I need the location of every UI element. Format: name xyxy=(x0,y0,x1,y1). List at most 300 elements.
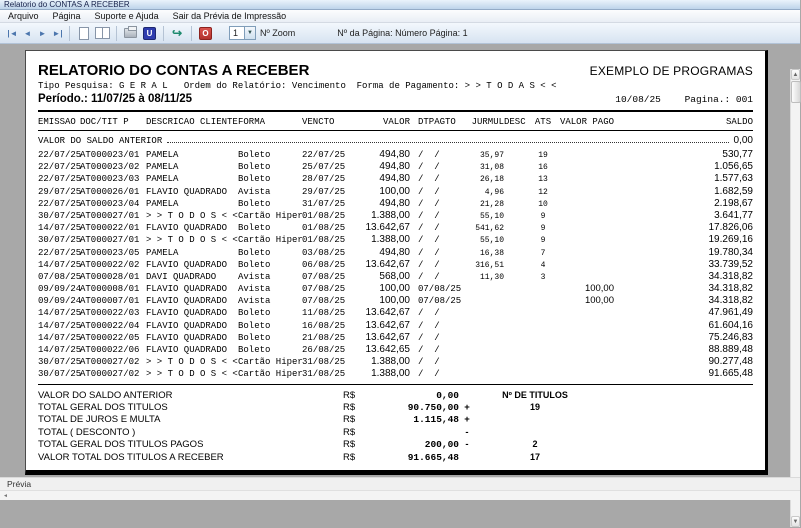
report-header xyxy=(38,62,753,79)
scroll-up-icon[interactable]: ▲ xyxy=(791,69,800,80)
green-arrow-icon: ↩ xyxy=(172,26,183,40)
status-bar xyxy=(0,477,800,490)
cell-valor: 13.642,67 xyxy=(365,258,410,270)
cell-valor: 494,80 xyxy=(379,197,410,209)
cell-vencto: 31/07/25 xyxy=(302,198,346,209)
col-jurmul: JURMUL xyxy=(471,117,504,127)
report-page xyxy=(25,50,768,475)
summary-row xyxy=(38,452,753,464)
table-row xyxy=(38,332,753,344)
cell-emissao: 14/07/25 xyxy=(38,259,82,270)
cell-saldo: 47.961,49 xyxy=(708,307,753,319)
toolbar-separator xyxy=(163,26,164,41)
table-header-rule xyxy=(38,130,753,131)
cell-cliente: > > T O D O S < < xyxy=(146,357,238,368)
cell-jurmul: 55,10 xyxy=(479,211,504,221)
cell-doc: AT000022/02 xyxy=(80,259,140,270)
header-rule xyxy=(38,110,753,112)
table-row xyxy=(38,149,753,161)
cell-forma: Avista xyxy=(238,271,271,282)
cell-saldo: 1.577,63 xyxy=(714,173,753,185)
cell-doc: AT000022/06 xyxy=(80,345,140,355)
cell-forma: Cartão Hiper xyxy=(238,369,303,380)
cell-dtpagto: / / xyxy=(418,174,440,185)
summary-sign: + xyxy=(464,401,470,413)
scroll-left-icon[interactable]: ◄ xyxy=(3,493,8,499)
summary-count: Nº DE TITULOS xyxy=(502,389,568,400)
summary-count: 2 xyxy=(532,439,538,450)
cell-valor: 13.642,67 xyxy=(365,222,410,234)
book-icon xyxy=(95,27,110,39)
cell-forma: Boleto xyxy=(238,223,271,234)
cell-vencto: 01/08/25 xyxy=(302,223,346,234)
cell-forma: Boleto xyxy=(238,332,271,343)
cell-vencto: 25/07/25 xyxy=(302,162,346,173)
cell-forma: Boleto xyxy=(238,308,271,319)
cell-vencto: 22/07/25 xyxy=(302,150,346,160)
page-number-label: Nº da Página: Número Página: 1 xyxy=(337,28,468,38)
cell-valor: 13.642,67 xyxy=(365,307,410,319)
cell-vencto: 21/08/25 xyxy=(302,332,346,343)
cell-valor: 1.388,00 xyxy=(371,356,410,368)
cell-dtpagto: / / xyxy=(418,369,440,380)
cell-saldo: 34.318,82 xyxy=(708,270,753,282)
table-row xyxy=(38,295,753,307)
table-row xyxy=(38,271,753,283)
cell-doc: AT000026/01 xyxy=(80,186,140,197)
cell-emissao: 30/07/25 xyxy=(38,369,82,380)
cell-emissao: 22/07/25 xyxy=(38,174,82,185)
cell-dtpagto: / / xyxy=(418,357,440,368)
summary-count: 17 xyxy=(529,451,540,462)
chevron-down-icon[interactable]: ▼ xyxy=(244,27,255,39)
table-row xyxy=(38,247,753,259)
toolbar-separator xyxy=(191,26,192,41)
cell-dtpagto: / / xyxy=(418,210,440,221)
two-page-view-button[interactable] xyxy=(93,25,112,42)
cell-cliente: DAVI QUADRADO xyxy=(146,271,217,282)
col-forma: FORMA xyxy=(238,117,266,127)
cell-valor: 494,80 xyxy=(379,149,410,160)
cell-doc: AT000023/01 xyxy=(80,150,140,160)
report-subheader xyxy=(38,93,753,105)
cell-valor: 1.388,00 xyxy=(371,368,410,380)
cell-cliente: FLAVIO QUADRADO xyxy=(146,284,228,295)
summary-value: 0,00 xyxy=(436,389,459,401)
previous-balance-row xyxy=(38,135,753,146)
col-descricao-cliente: DESCRICAO CLIENTE xyxy=(146,117,238,127)
cell-dtpagto: 07/08/25 xyxy=(418,296,462,307)
col-desc: DESC xyxy=(504,117,526,127)
cell-forma: Boleto xyxy=(238,320,271,331)
print-button[interactable] xyxy=(121,25,140,42)
cell-dtpagto: / / xyxy=(418,308,440,319)
summary-row xyxy=(38,427,753,439)
cell-cliente: FLAVIO QUADRADO xyxy=(146,332,228,343)
cell-vencto: 07/08/25 xyxy=(302,284,346,295)
col-valor-pago: VALOR PAGO xyxy=(559,117,614,127)
summary-row xyxy=(38,390,753,402)
cell-valor: 100,00 xyxy=(379,295,410,307)
summary-count: 19 xyxy=(529,401,540,412)
col-valor: VALOR xyxy=(382,117,410,127)
cell-cliente: > > T O D O S < < xyxy=(146,210,238,221)
report-period: Período.: 11/07/25 à 08/11/25 xyxy=(38,93,193,105)
cell-cliente: > > T O D O S < < xyxy=(146,369,238,380)
cell-vencto: 01/08/25 xyxy=(302,210,346,221)
cell-doc: AT000022/05 xyxy=(80,332,140,343)
cell-emissao: 30/07/25 xyxy=(38,210,82,221)
summary-currency: R$ xyxy=(343,451,356,463)
cell-doc: AT000022/03 xyxy=(80,308,140,319)
cell-saldo: 19.269,16 xyxy=(708,234,753,246)
summary-currency: R$ xyxy=(343,414,356,426)
printer-setup-button[interactable] xyxy=(140,25,159,42)
cell-cliente: FLAVIO QUADRADO xyxy=(146,308,228,319)
col-dtpagto: DTPAGTO xyxy=(418,117,456,127)
cell-saldo: 34.318,82 xyxy=(708,283,753,295)
cell-vencto: 07/08/25 xyxy=(302,296,346,307)
cell-valor: 494,80 xyxy=(379,173,410,185)
summary-label: TOTAL DE JUROS E MULTA xyxy=(38,414,161,426)
summary-label: TOTAL GERAL DOS TITULOS xyxy=(38,401,168,413)
dot-leader xyxy=(167,142,728,143)
cell-vencto: 11/08/25 xyxy=(302,308,346,319)
cell-jurmul: 11,30 xyxy=(479,272,504,282)
company-name: EXEMPLO DE PROGRAMAS xyxy=(589,64,753,78)
cell-cliente: FLAVIO QUADRADO xyxy=(146,296,228,307)
col-emissao: EMISSAO xyxy=(38,117,76,127)
summary-currency: R$ xyxy=(343,389,356,401)
table-row xyxy=(38,198,753,210)
cell-forma: Boleto xyxy=(238,259,271,270)
cell-vencto: 03/08/25 xyxy=(302,247,346,258)
print-date: 10/08/25 xyxy=(615,94,661,105)
cell-doc: AT000007/01 xyxy=(80,296,140,307)
cell-doc: AT000023/05 xyxy=(80,247,140,258)
cell-saldo: 88.889,48 xyxy=(708,344,753,355)
cell-pago: 100,00 xyxy=(584,283,614,295)
cell-jurmul: 21,28 xyxy=(479,199,504,209)
cell-ats: 13 xyxy=(538,175,548,185)
cell-doc: AT000023/03 xyxy=(80,174,140,185)
cell-saldo: 1.682,59 xyxy=(714,185,753,197)
cell-valor: 100,00 xyxy=(379,283,410,295)
cell-doc: AT000027/01 xyxy=(80,235,140,246)
report-title: RELATORIO DO CONTAS A RECEBER xyxy=(38,62,310,79)
first-page-button[interactable]: |◄ xyxy=(7,28,18,38)
cell-forma: Boleto xyxy=(238,162,271,173)
cell-doc: AT000008/01 xyxy=(80,284,140,295)
cell-emissao: 22/07/25 xyxy=(38,198,82,209)
vertical-scrollbar[interactable] xyxy=(790,69,800,527)
horizontal-scrollbar[interactable] xyxy=(0,490,800,500)
cell-doc: AT000023/04 xyxy=(80,198,140,209)
cell-forma: Avista xyxy=(238,186,271,197)
cell-vencto: 28/07/25 xyxy=(302,174,346,185)
cell-emissao: 14/07/25 xyxy=(38,345,82,355)
cell-emissao: 22/07/25 xyxy=(38,247,82,258)
window-titlebar xyxy=(0,0,800,10)
cell-cliente: FLAVIO QUADRADO xyxy=(146,345,228,355)
cell-forma: Boleto xyxy=(238,247,271,258)
cell-doc: AT000027/01 xyxy=(80,210,140,221)
last-page-button[interactable]: ►| xyxy=(52,28,63,38)
cell-dtpagto: / / xyxy=(418,332,440,343)
summary-rule xyxy=(38,384,753,385)
table-row xyxy=(38,210,753,222)
cell-doc: AT000023/02 xyxy=(80,162,140,173)
summary-label: VALOR TOTAL DOS TITULOS A RECEBER xyxy=(38,451,224,463)
cell-doc: AT000027/02 xyxy=(80,357,140,368)
cell-valor: 100,00 xyxy=(379,185,410,197)
summary-row xyxy=(38,402,753,414)
table-row xyxy=(38,234,753,246)
cell-saldo: 19.780,34 xyxy=(708,246,753,258)
cell-emissao: 14/07/25 xyxy=(38,332,82,343)
cell-forma: Cartão Hiper xyxy=(238,235,303,246)
single-page-view-button[interactable] xyxy=(74,25,93,42)
cell-emissao: 29/07/25 xyxy=(38,186,82,197)
table-body xyxy=(38,149,753,381)
status-label: Prévia xyxy=(7,479,32,489)
cell-forma: Boleto xyxy=(238,174,271,185)
cell-valor: 568,00 xyxy=(379,270,410,282)
cell-saldo: 530,77 xyxy=(722,149,753,160)
summary-sign: - xyxy=(465,439,469,451)
summary-value: 90.750,00 xyxy=(407,401,459,413)
col-saldo: SALDO xyxy=(725,117,753,127)
zoom-label: Nº Zoom xyxy=(260,28,296,38)
cell-forma: Boleto xyxy=(238,345,271,355)
cell-forma: Cartão Hiper xyxy=(238,357,303,368)
cell-ats: 19 xyxy=(538,151,548,160)
table-row xyxy=(38,161,753,173)
cell-dtpagto: / / xyxy=(418,150,440,160)
scroll-down-icon[interactable]: ▼ xyxy=(791,516,800,527)
cell-ats: 3 xyxy=(540,272,546,282)
table-row xyxy=(38,186,753,198)
cell-emissao: 14/07/25 xyxy=(38,308,82,319)
cell-pago: 100,00 xyxy=(584,295,614,307)
printer-setup-icon: U xyxy=(143,27,156,40)
cell-saldo: 91.665,48 xyxy=(708,368,753,380)
summary-sign: + xyxy=(464,414,470,426)
cell-dtpagto: / / xyxy=(418,320,440,331)
menu-sair-previa[interactable]: Sair da Prévia de Impressão xyxy=(172,11,287,21)
summary-value: 200,00 xyxy=(424,439,459,451)
cell-vencto: 07/08/25 xyxy=(302,271,346,282)
col-doc-tit: DOC/TIT P xyxy=(80,117,129,127)
zoom-value: 1 xyxy=(233,28,239,38)
cell-dtpagto: / / xyxy=(418,345,440,355)
summary-value: 1.115,48 xyxy=(413,414,459,426)
table-row xyxy=(38,222,753,234)
previous-balance-label: VALOR DO SALDO ANTERIOR xyxy=(38,136,163,146)
summary-currency: R$ xyxy=(343,401,356,413)
table-row xyxy=(38,283,753,295)
cell-valor: 1.388,00 xyxy=(371,234,410,246)
cell-forma: Avista xyxy=(238,296,271,307)
summary-label: VALOR DO SALDO ANTERIOR xyxy=(38,389,173,401)
cell-valor: 494,80 xyxy=(379,246,410,258)
report-page-number: Pagina.: 001 xyxy=(684,94,753,105)
summary-section xyxy=(38,390,753,464)
cell-emissao: 30/07/25 xyxy=(38,357,82,368)
cell-saldo: 34.318,82 xyxy=(708,295,753,307)
cell-emissao: 09/09/24 xyxy=(38,284,82,295)
toolbar-separator xyxy=(116,26,117,41)
cell-vencto: 01/08/25 xyxy=(302,235,346,246)
cell-dtpagto: / / xyxy=(418,247,440,258)
cell-dtpagto: / / xyxy=(418,186,440,197)
summary-sign: - xyxy=(465,426,469,438)
cell-doc: AT000027/02 xyxy=(80,369,140,380)
toolbar xyxy=(0,23,800,44)
cell-dtpagto: / / xyxy=(418,198,440,209)
cell-ats: 4 xyxy=(540,260,546,270)
cell-valor: 13.642,67 xyxy=(365,319,410,331)
menu-suporte-ajuda[interactable]: Suporte e Ajuda xyxy=(94,11,159,21)
summary-row xyxy=(38,439,753,451)
report-pageinfo xyxy=(597,94,753,105)
cell-ats: 7 xyxy=(540,248,546,258)
cell-vencto: 26/08/25 xyxy=(302,345,346,355)
menu-arquivo[interactable]: Arquivo xyxy=(8,11,39,21)
cell-vencto: 31/08/25 xyxy=(302,357,346,368)
cell-vencto: 31/08/25 xyxy=(302,369,346,380)
vertical-scrollbar-thumb[interactable] xyxy=(791,81,801,103)
cell-saldo: 3.641,77 xyxy=(714,209,753,221)
summary-currency: R$ xyxy=(343,439,356,451)
cell-cliente: PAMELA xyxy=(146,247,179,258)
cell-saldo: 1.056,65 xyxy=(714,161,753,173)
cell-cliente: PAMELA xyxy=(146,162,179,173)
cell-emissao: 22/07/25 xyxy=(38,150,82,160)
cell-valor: 1.388,00 xyxy=(371,209,410,221)
cell-emissao: 30/07/25 xyxy=(38,235,82,246)
cell-dtpagto: / / xyxy=(418,162,440,173)
cell-dtpagto: / / xyxy=(418,235,440,246)
table-header xyxy=(38,117,753,127)
summary-label: TOTAL ( DESCONTO ) xyxy=(38,426,136,438)
cell-valor: 494,80 xyxy=(379,161,410,173)
col-vencto: VENCTO xyxy=(302,117,335,127)
cell-jurmul: 541,62 xyxy=(475,224,504,234)
cell-valor: 13.642,65 xyxy=(365,344,410,355)
cell-saldo: 2.198,67 xyxy=(714,197,753,209)
close-preview-button[interactable] xyxy=(196,25,215,42)
table-row xyxy=(38,344,753,356)
cell-doc: AT000022/01 xyxy=(80,223,140,234)
table-row xyxy=(38,320,753,332)
cell-cliente: > > T O D O S < < xyxy=(146,235,238,246)
col-ats: ATS xyxy=(534,117,552,127)
cell-saldo: 17.826,06 xyxy=(708,222,753,234)
table-row xyxy=(38,173,753,185)
prev-page-button[interactable]: ◄ xyxy=(23,28,32,38)
cell-forma: Cartão Hiper xyxy=(238,210,303,221)
page-icon xyxy=(79,27,89,40)
cell-cliente: PAMELA xyxy=(146,174,179,185)
zoom-select[interactable] xyxy=(229,26,256,40)
cell-dtpagto: / / xyxy=(418,259,440,270)
cell-emissao: 07/08/25 xyxy=(38,271,82,282)
cell-jurmul: 35,97 xyxy=(479,151,504,160)
cell-vencto: 16/08/25 xyxy=(302,320,346,331)
cell-jurmul: 4,96 xyxy=(484,187,504,197)
back-button[interactable] xyxy=(168,25,187,42)
cell-saldo: 75.246,83 xyxy=(708,331,753,343)
cell-ats: 12 xyxy=(538,187,548,197)
menu-pagina[interactable]: Página xyxy=(52,11,81,21)
cell-ats: 9 xyxy=(540,224,546,234)
cell-dtpagto: / / xyxy=(418,223,440,234)
cell-ats: 16 xyxy=(538,163,548,173)
printer-icon xyxy=(124,28,137,38)
cell-saldo: 33.739,52 xyxy=(708,258,753,270)
cell-cliente: PAMELA xyxy=(146,150,179,160)
summary-currency: R$ xyxy=(343,426,356,438)
cell-cliente: FLAVIO QUADRADO xyxy=(146,186,228,197)
cell-emissao: 14/07/25 xyxy=(38,320,82,331)
cell-ats: 10 xyxy=(538,199,548,209)
cell-saldo: 90.277,48 xyxy=(708,356,753,368)
cell-cliente: FLAVIO QUADRADO xyxy=(146,223,228,234)
cell-cliente: PAMELA xyxy=(146,198,179,209)
cell-dtpagto: / / xyxy=(418,271,440,282)
cell-jurmul: 16,38 xyxy=(479,248,504,258)
cell-jurmul: 31,08 xyxy=(479,163,504,173)
cell-vencto: 06/08/25 xyxy=(302,259,346,270)
cell-vencto: 29/07/25 xyxy=(302,186,346,197)
cell-jurmul: 26,18 xyxy=(479,175,504,185)
cell-cliente: FLAVIO QUADRADO xyxy=(146,320,228,331)
cell-emissao: 09/09/24 xyxy=(38,296,82,307)
cell-saldo: 61.604,16 xyxy=(708,319,753,331)
summary-row xyxy=(38,414,753,426)
table-row xyxy=(38,356,753,368)
toolbar-separator xyxy=(69,26,70,41)
window-title: Relatorio do CONTAS A RECEBER xyxy=(4,0,130,9)
cell-cliente: FLAVIO QUADRADO xyxy=(146,259,228,270)
stop-icon: O xyxy=(199,27,212,40)
cell-forma: Boleto xyxy=(238,198,271,209)
report-footer-rule xyxy=(38,471,753,475)
report-filters: Tipo Pesquisa: G E R A L Ordem do Relatório: Vencimento Forma de Pagamento: > > T O D A S < < xyxy=(38,81,557,91)
cell-ats: 9 xyxy=(540,236,546,246)
cell-jurmul: 316,51 xyxy=(475,260,504,270)
next-page-button[interactable]: ► xyxy=(38,28,47,38)
cell-forma: Boleto xyxy=(238,150,271,160)
cell-dtpagto: 07/08/25 xyxy=(418,284,462,295)
cell-valor: 13.642,67 xyxy=(365,331,410,343)
cell-doc: AT000022/04 xyxy=(80,320,140,331)
table-row xyxy=(38,307,753,319)
table-row xyxy=(38,259,753,271)
cell-emissao: 14/07/25 xyxy=(38,223,82,234)
cell-jurmul: 55,10 xyxy=(479,236,504,246)
previous-balance-value: 0,00 xyxy=(733,135,753,146)
menu-bar xyxy=(0,10,800,23)
table-row xyxy=(38,368,753,380)
summary-label: TOTAL GERAL DOS TITULOS PAGOS xyxy=(38,439,204,451)
summary-value: 91.665,48 xyxy=(407,451,459,463)
cell-forma: Avista xyxy=(238,284,271,295)
cell-ats: 9 xyxy=(540,211,546,221)
cell-emissao: 22/07/25 xyxy=(38,162,82,173)
cell-doc: AT000028/01 xyxy=(80,271,140,282)
